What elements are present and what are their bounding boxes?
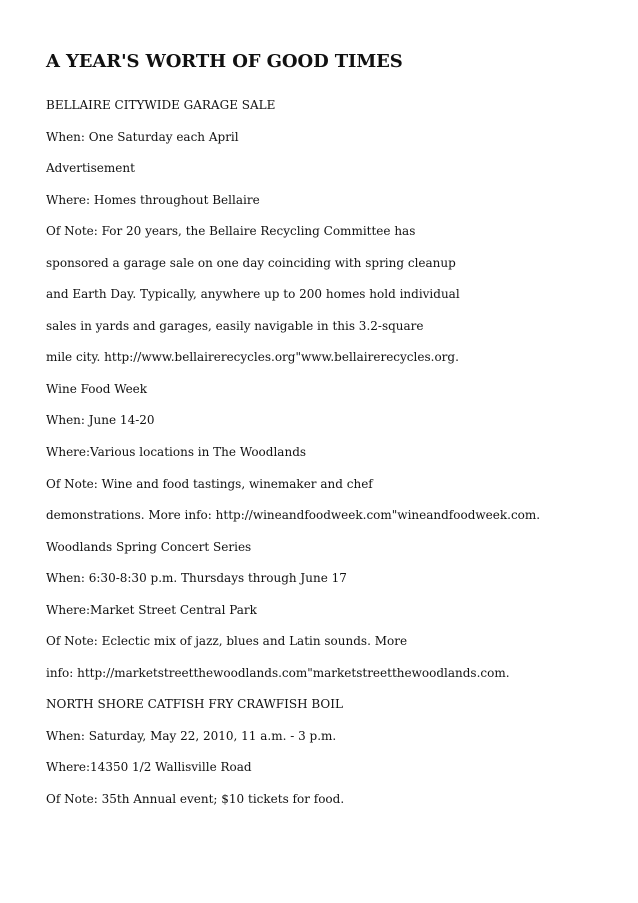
body-line: NORTH SHORE CATFISH FRY CRAWFISH BOIL — [46, 697, 343, 712]
body-line: When: 6:30-8:30 p.m. Thursdays through June 17 — [46, 571, 347, 586]
body-line: info: http://marketstreetthewoodlands.com"marketstreetthewoodlands.com. — [46, 665, 510, 680]
body-line: Where:Market Street Central Park — [46, 602, 257, 617]
body-line: and Earth Day. Typically, anywhere up to 200 homes hold individual — [46, 287, 460, 302]
body-line: Advertisement — [46, 161, 135, 176]
body-line: Of Note: For 20 years, the Bellaire Recycling Committee has — [46, 224, 416, 239]
body-line: Where: Homes throughout Bellaire — [46, 192, 260, 207]
body-line: mile city. http://www.bellairerecycles.org"www.bellairerecycles.org. — [46, 350, 459, 365]
body-line: When: One Saturday each April — [46, 129, 239, 144]
body-line: demonstrations. More info: http://wineandfoodweek.com"wineandfoodweek.com. — [46, 508, 541, 523]
body-line: Of Note: Eclectic mix of jazz, blues and Latin sounds. More — [46, 634, 408, 649]
body-line: When: June 14-20 — [46, 413, 155, 428]
document-title: A YEAR'S WORTH OF GOOD TIMES — [46, 51, 403, 72]
document-body — [46, 96, 606, 822]
body-line: Of Note: 35th Annual event; $10 tickets for food. — [46, 792, 345, 807]
body-line: sales in yards and garages, easily navigable in this 3.2-square — [46, 318, 424, 333]
body-line: Woodlands Spring Concert Series — [46, 539, 252, 554]
body-line: Wine Food Week — [46, 381, 148, 396]
body-line: When: Saturday, May 22, 2010, 11 a.m. - 3 p.m. — [46, 728, 337, 743]
body-line: BELLAIRE CITYWIDE GARAGE SALE — [46, 98, 276, 112]
body-line: sponsored a garage sale on one day coinciding with spring cleanup — [46, 255, 456, 270]
body-line: Where:14350 1/2 Wallisville Road — [46, 760, 252, 775]
body-line: Of Note: Wine and food tastings, winemaker and chef — [46, 476, 373, 491]
body-line: Where:Various locations in The Woodlands — [46, 445, 307, 460]
